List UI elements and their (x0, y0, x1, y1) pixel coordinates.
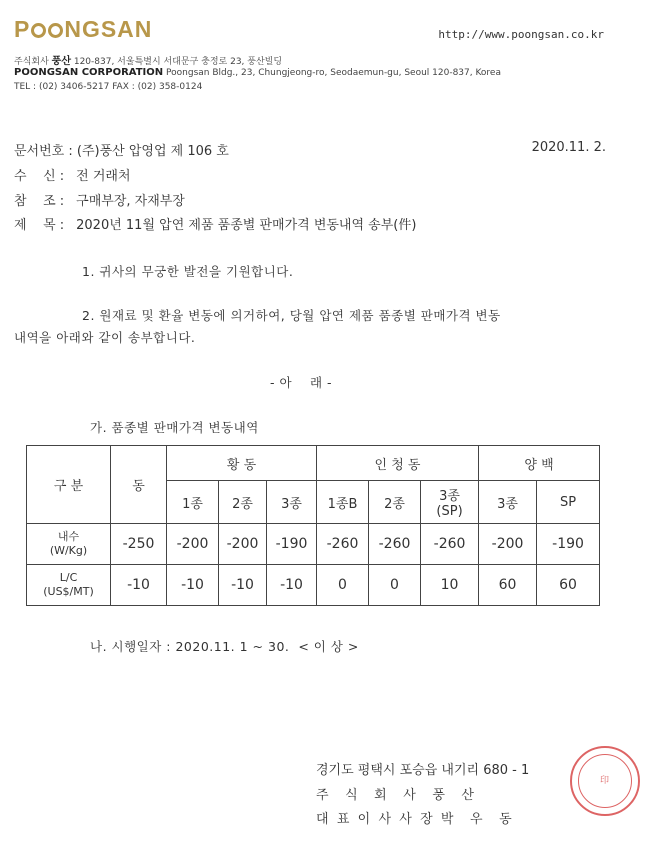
doc-number-label: 문서번호 : (14, 144, 73, 159)
subject: 2020년 11월 압연 제품 품종별 판매가격 변동내역 송부(件) (76, 218, 417, 233)
reference-label: 참 조 : (14, 194, 65, 209)
doc-date: 2020.11. 2. (531, 140, 606, 155)
recipient-label: 수 신 : (14, 169, 65, 184)
sub-header-line-2: (SP) (436, 504, 463, 519)
table-cell: -10 (167, 565, 219, 606)
sub-header-stacked (421, 481, 479, 524)
letterhead-kr-prefix: 주식회사 (14, 57, 49, 67)
doc-number: (주)풍산 압영업 제 106 호 (76, 144, 229, 159)
sub-header: 1종 (167, 481, 219, 524)
row-label-line-1: L/C (59, 571, 78, 584)
sub-header-line-1: 3종 (439, 489, 460, 504)
signature-company: 주 식 회 사 풍 산 (316, 788, 474, 803)
header-copper: 동 (111, 446, 167, 524)
paragraph-2-line-2: 내역을 아래와 같이 송부합니다. (14, 330, 196, 345)
header-brass: 황 동 (167, 446, 317, 481)
reference: 구매부장, 자재부장 (76, 194, 185, 209)
letterhead-contact: TEL : (02) 3406-5217 FAX : (02) 358-0124 (14, 82, 203, 92)
table-cell: -200 (479, 524, 537, 565)
section-a-heading: 가. 품종별 판매가격 변동내역 (90, 420, 259, 435)
table-cell: -190 (267, 524, 317, 565)
below-heading: - 아 래 - (270, 375, 333, 390)
row-label-line-1: 내수 (57, 530, 80, 543)
signature-representative: 대 표 이 사 사 장 박 우 동 (316, 812, 512, 827)
table-cell: -200 (167, 524, 219, 565)
letterhead-en-name: POONGSAN CORPORATION (14, 67, 164, 78)
header-phosphor-bronze: 인 청 동 (317, 446, 479, 481)
table-cell: -260 (317, 524, 369, 565)
company-url[interactable]: http://www.poongsan.co.kr (438, 28, 604, 41)
sub-header: 2종 (219, 481, 267, 524)
sub-header: 1종B (317, 481, 369, 524)
table-cell: 60 (537, 565, 600, 606)
table-cell: -260 (421, 524, 479, 565)
sub-header: 3종 (267, 481, 317, 524)
reference-row (14, 190, 185, 209)
header-category: 구 분 (27, 446, 111, 524)
table-cell: -260 (369, 524, 421, 565)
subject-label: 제 목 : (14, 218, 65, 233)
letterhead-kr-line (14, 52, 282, 67)
section-b-heading: 나. 시행일자 : 2020.11. 1 ~ 30. < 이 상 > (90, 639, 359, 654)
seal-glyph: 印 (599, 776, 610, 786)
paragraph-2-line-1: 2. 원재료 및 환율 변동에 의거하여, 당월 압연 제품 품종별 판매가격 변동 (82, 308, 501, 323)
paragraph-1: 1. 귀사의 무궁한 발전을 기원합니다. (82, 264, 294, 279)
doc-number-row (14, 140, 229, 159)
letterhead-kr-name: 풍산 (51, 56, 71, 67)
table-header-row-1 (27, 446, 600, 481)
table-cell: -200 (219, 524, 267, 565)
table-row (27, 565, 600, 606)
table-cell: 0 (369, 565, 421, 606)
table-cell: 0 (317, 565, 369, 606)
row-label-line-2: (W/Kg) (49, 544, 88, 557)
price-change-table (26, 445, 600, 606)
table-cell: -10 (267, 565, 317, 606)
letterhead-kr-address: 120-837, 서울특별시 서대문구 충정로 23, 풍산빌딩 (73, 57, 283, 67)
table-cell: -10 (219, 565, 267, 606)
subject-row (14, 214, 416, 233)
row-label (27, 524, 111, 565)
table-cell: 10 (421, 565, 479, 606)
signature-address: 경기도 평택시 포승읍 내기리 680 - 1 (316, 763, 530, 778)
row-label (27, 565, 111, 606)
company-logo: P NGSAN (14, 16, 153, 42)
table-cell: 60 (479, 565, 537, 606)
table-cell: -250 (111, 524, 167, 565)
table-row (27, 524, 600, 565)
header-nickel-silver: 양 백 (479, 446, 600, 481)
sub-header: 3종 (479, 481, 537, 524)
recipient-row (14, 165, 131, 184)
table-cell: -190 (537, 524, 600, 565)
sub-header: SP (537, 481, 600, 524)
row-label-line-2: (US$/MT) (43, 585, 94, 598)
table-cell: -10 (111, 565, 167, 606)
recipient: 전 거래처 (76, 169, 131, 184)
company-seal-stamp (570, 746, 640, 816)
letterhead-en-line (14, 67, 501, 78)
letterhead-en-address: Poongsan Bldg., 23, Chungjeong-ro, Seodaemun-gu, Seoul 120-837, Korea (166, 68, 501, 78)
sub-header: 2종 (369, 481, 421, 524)
